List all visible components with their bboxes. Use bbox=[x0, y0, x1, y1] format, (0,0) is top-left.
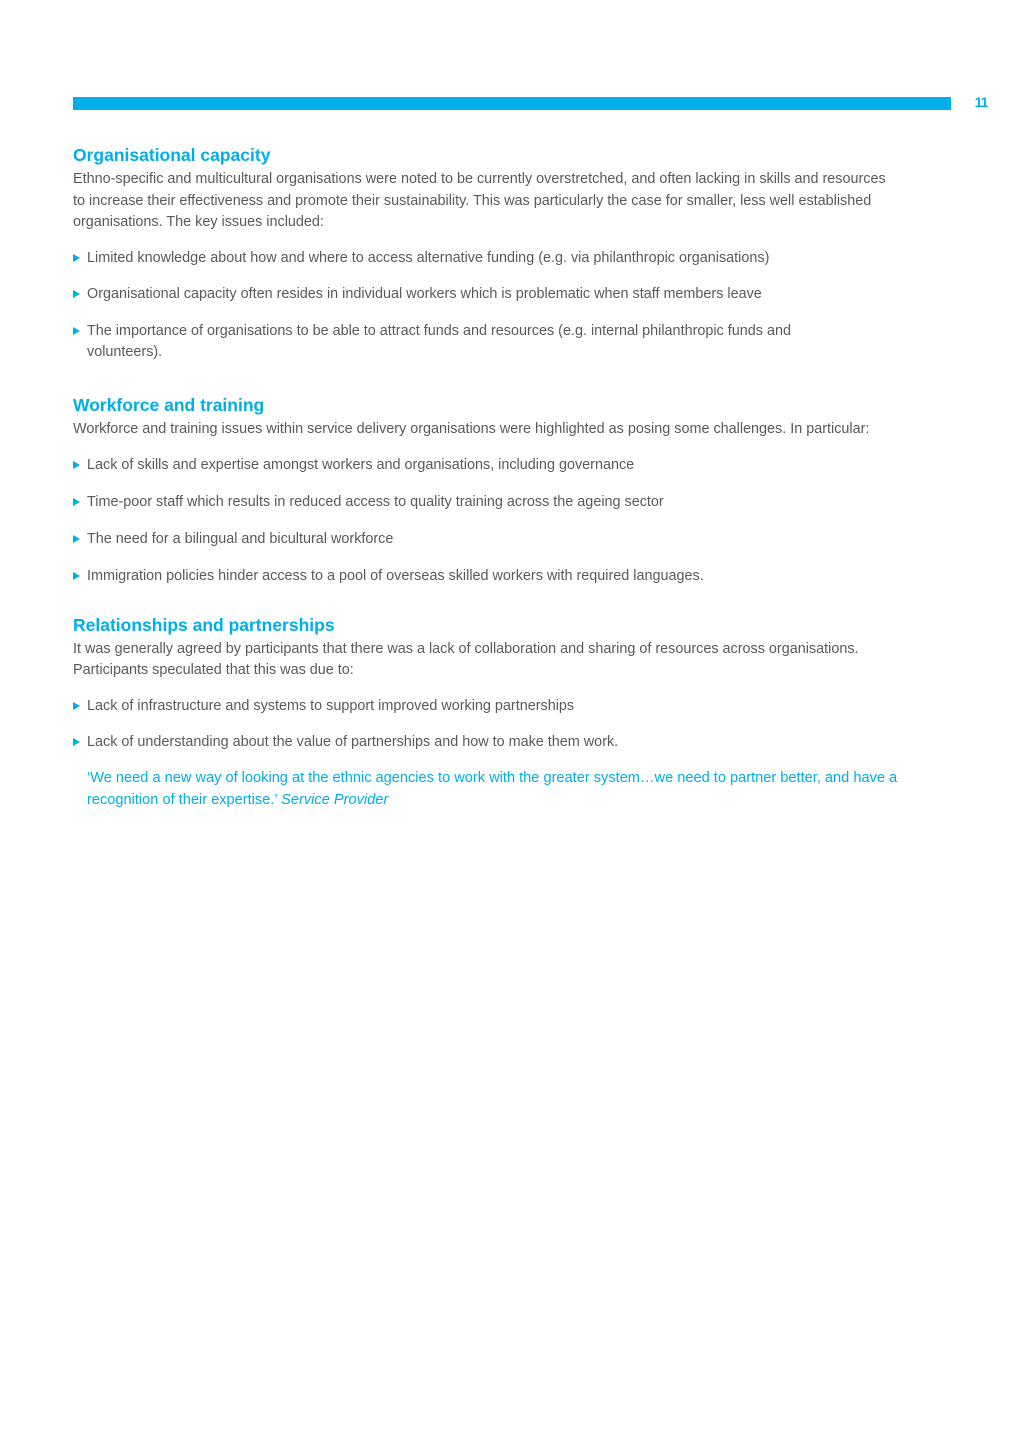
quote-source: Service Provider bbox=[281, 792, 389, 808]
list-item bbox=[73, 732, 923, 754]
pull-quote bbox=[87, 767, 947, 812]
triangle-bullet-icon bbox=[73, 702, 80, 710]
page-content bbox=[73, 142, 923, 812]
list-item bbox=[73, 566, 923, 588]
section-intro: Ethno-specific and multicultural organisations were noted to be currently overstretched, and often lacking in skills and resources to increase their effectiveness and promote their sustainability. This was particularly the case for smaller, less well established organisations. The key issues included: bbox=[73, 171, 886, 230]
list-item bbox=[73, 696, 923, 718]
bullet-list bbox=[73, 455, 923, 588]
list-item-text: Organisational capacity often resides in individual workers which is problematic when staff members leave bbox=[87, 286, 762, 302]
triangle-bullet-icon bbox=[73, 572, 80, 580]
list-item-text: Lack of infrastructure and systems to support improved working partnerships bbox=[87, 697, 575, 714]
quote-text: ‘We need a new way of looking at the ethnic agencies to work with the greater system…we need to partner better, and have a recognition of their expertise.’ bbox=[87, 769, 898, 808]
header-rule bbox=[73, 97, 951, 110]
section-title: Organisational capacity bbox=[73, 145, 271, 165]
list-item-text: Lack of understanding about the value of partnerships and how to make them work. bbox=[87, 734, 619, 750]
list-item-text: Lack of skills and expertise amongst workers and organisations, including governance bbox=[87, 457, 635, 473]
list-item bbox=[73, 284, 923, 306]
triangle-bullet-icon bbox=[73, 535, 80, 543]
section-title: Relationships and partnerships bbox=[73, 614, 335, 635]
list-item-text: Limited knowledge about how and where to access alternative funding (e.g. via philanthropic organisations) bbox=[87, 249, 770, 266]
list-item-text: Time-poor staff which results in reduced access to quality training across the ageing sector bbox=[87, 494, 664, 510]
list-item-text: The importance of organisations to be able to attract funds and resources (e.g. internal philanthropic funds and volunteers). bbox=[87, 322, 791, 360]
triangle-bullet-icon bbox=[73, 498, 80, 506]
triangle-bullet-icon bbox=[73, 254, 80, 262]
list-item bbox=[73, 455, 923, 477]
triangle-bullet-icon bbox=[73, 461, 80, 469]
section-workforce-and-training bbox=[73, 392, 923, 588]
section-title: Workforce and training bbox=[73, 394, 265, 415]
triangle-bullet-icon bbox=[73, 738, 80, 746]
section-intro: It was generally agreed by participants that there was a lack of collaboration and sharing of resources across organisations. Participants speculated that this was due to: bbox=[73, 640, 859, 678]
bullet-list bbox=[73, 248, 923, 364]
triangle-bullet-icon bbox=[73, 290, 80, 298]
list-item bbox=[73, 321, 857, 364]
page-number: 11 bbox=[974, 94, 988, 110]
section-intro: Workforce and training issues within service delivery organisations were highlighted as posing some challenges. In particular: bbox=[73, 420, 870, 437]
section-relationships-and-partnerships bbox=[73, 612, 923, 812]
section-organisational-capacity bbox=[73, 142, 923, 364]
triangle-bullet-icon bbox=[73, 327, 80, 335]
list-item bbox=[73, 248, 923, 270]
list-item bbox=[73, 492, 923, 514]
list-item-text: Immigration policies hinder access to a pool of overseas skilled workers with required languages. bbox=[87, 568, 704, 584]
list-item-text: The need for a bilingual and bicultural workforce bbox=[87, 531, 394, 547]
list-item bbox=[73, 529, 923, 551]
bullet-list bbox=[73, 696, 923, 754]
